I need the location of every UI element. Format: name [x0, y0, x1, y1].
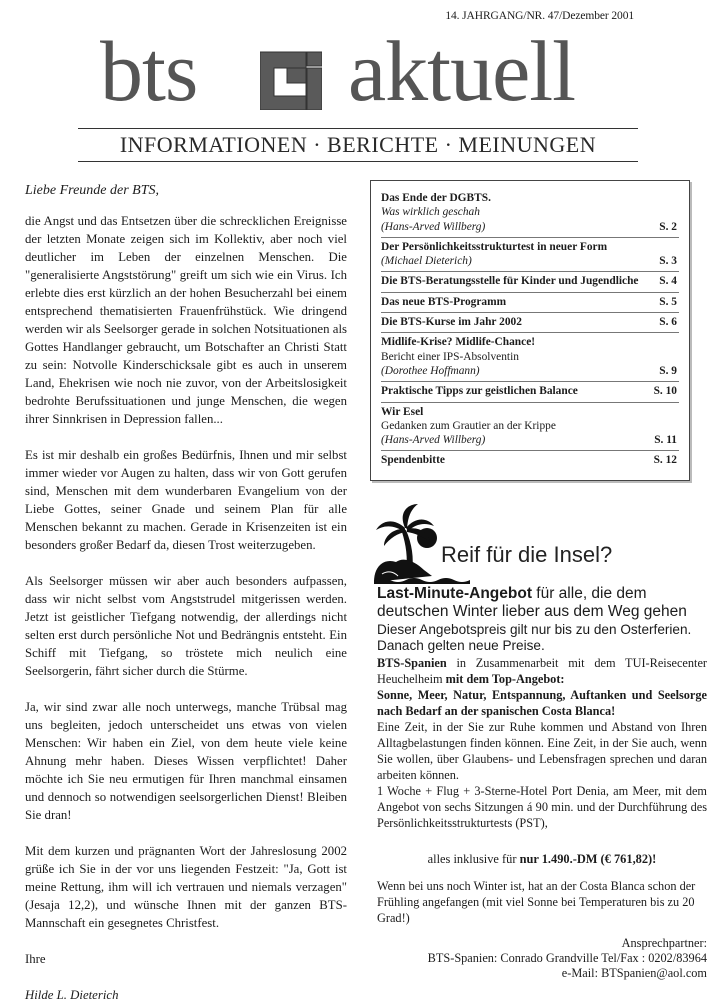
ad-partner-offer: mit dem Top-Angebot: — [445, 672, 565, 686]
nested-squares-logo-icon — [260, 48, 322, 110]
ad-spring: Wenn bei uns noch Winter ist, hat an der Costa Blanca schon der Frühling angefangen (mit viel Sonne bei Temperaturen bis zu 20 Grad!) — [377, 879, 696, 925]
contact-email[interactable]: e-Mail: BTSpanien@aol.com — [561, 966, 707, 980]
toc-title: Die BTS-Kurse im Jahr 2002 — [381, 316, 522, 329]
toc-item[interactable] — [381, 293, 679, 313]
toc-page: S. 12 — [653, 454, 677, 467]
toc-page: S. 11 — [654, 434, 677, 447]
ad-lead-bold: Last-Minute-Angebot — [377, 585, 532, 602]
tagline: INFORMATIONEN · BERICHTE · MEINUNGEN — [119, 132, 597, 157]
contact-label: Ansprechpartner: — [621, 936, 707, 950]
toc-subtitle: Was wirklich geschah — [381, 206, 480, 219]
toc-author: (Dorothee Hoffmann) — [381, 364, 480, 377]
letter-paragraph: Es ist mir deshalb ein großes Bedürfnis, Ihnen und mir selbst immer wieder vor Augen zu halten, dass wir von Gott gerufen sind, Menschen mit dem wunderbaren Evangelium von der Liebe Gottes, seiner Gnade und seinem Plan für alle Menschen bekannt zu machen. Gerade in Krisenzeiten ist ein besonders großer Bedarf da, diesen Trost weiterzugeben. — [25, 448, 347, 552]
toc-author: (Hans-Arved Willberg) — [381, 220, 486, 233]
ad-price-prefix: alles inklusive für — [427, 852, 520, 866]
toc-item[interactable] — [381, 272, 679, 292]
ad-body — [377, 655, 707, 831]
letter-closing: Ihre — [25, 952, 46, 966]
letter-paragraph: Mit dem kurzen und prägnanten Wort der Jahreslosung 2002 grüße ich Sie in der vor uns liegenden Festzeit: "Ja, Gott ist meine Rettung, ihm will ich vertrauen und niemals verzagen" (Jesaja 12,2), und wünsche Ihnen mit der ganzen BTS-Mannschaft ein gesegnetes Christfest. — [25, 844, 347, 930]
toc-title: Wir Esel — [381, 405, 424, 418]
ad-title: Reif für die Insel? — [441, 542, 613, 567]
table-of-contents — [370, 180, 690, 481]
letter-paragraph: Ja, wir sind zwar alle noch unterwegs, manche Trübsal mag uns begleiten, jedoch unterscheidet uns etwas von vielen Menschen: Wir haben ein Ziel, von dem heute viele keine Ahnung mehr haben. Dieses Wissen verpflichtet! Daher möchte ich Sie neu ermutigen für Ihren manchmal einsamen und dennoch so notwendigen seelsorgerlichen Dienst! Bleiben Sie dran! — [25, 700, 347, 822]
letter-greeting: Liebe Freunde der BTS, — [25, 183, 160, 198]
editorial-letter — [25, 182, 347, 1004]
brand-bts: bts — [100, 23, 198, 119]
issue-line: 14. JAHRGANG/NR. 47/Dezember 2001 — [445, 10, 634, 22]
ad-highlight — [377, 687, 707, 719]
toc-title: Spendenbitte — [381, 454, 445, 467]
toc-page: S. 6 — [659, 316, 677, 329]
masthead — [100, 23, 660, 126]
toc-subtitle: Bericht einer IPS-Absolventin — [381, 350, 519, 363]
letter-signature: Hilde L. Dieterich — [25, 988, 119, 1002]
brand-aktuell: aktuell — [348, 23, 576, 119]
toc-title: Midlife-Krise? Midlife-Chance! — [381, 336, 536, 349]
toc-author: (Michael Dieterich) — [381, 255, 472, 268]
header-rule-top — [78, 128, 638, 129]
toc-item[interactable] — [381, 189, 679, 238]
ad-price — [377, 852, 707, 867]
ad-note: Dieser Angebotspreis gilt nur bis zu den Osterferien. Danach gelten neue Preise. — [377, 622, 692, 653]
ad-partner-text: in Zusammenarbeit mit dem TUI-Reisecenter Heuchelheim — [377, 656, 707, 686]
header-rule-bottom — [78, 161, 638, 162]
ad-partner — [377, 655, 707, 687]
toc-item[interactable] — [381, 403, 679, 452]
toc-item[interactable] — [381, 382, 679, 402]
toc-item[interactable] — [381, 333, 679, 382]
ad-lead-rest: für alle, die dem deutschen Winter lieber aus dem Weg gehen — [377, 585, 687, 620]
toc-title: Praktische Tipps zur geistlichen Balance — [381, 385, 578, 398]
ad-lead — [377, 585, 707, 621]
toc-page: S. 4 — [659, 275, 677, 288]
ad-partner-bold: BTS-Spanien — [377, 656, 447, 670]
toc-item[interactable] — [381, 313, 679, 333]
ad-price-value: nur 1.490.-DM (€ 761,82)! — [519, 852, 657, 866]
toc-author: (Hans-Arved Willberg) — [381, 434, 486, 447]
letter-paragraph: Als Seelsorger müssen wir aber auch besonders aufpassen, dass wir nicht selbst vom Angststrudel mitgerissen werden. Jetzt ist geistlicher Tiefgang notwendig, der allerdings nicht selten erst durch persönliche Not und Bedrängnis entsteht. Ein Schiff mit Tiefgang, so tröstete mich neulich eine Seelsorgerin, fährt sicher durch die Stürme. — [25, 574, 347, 678]
contact-line: BTS-Spanien: Conrado Grandville Tel/Fax : 0202/83964 — [427, 951, 707, 965]
toc-title: Die BTS-Beratungsstelle für Kinder und Jugendliche — [381, 275, 639, 288]
toc-subtitle: Gedanken zum Grautier an der Krippe — [381, 419, 556, 432]
toc-title: Das neue BTS-Programm — [381, 295, 507, 308]
ad-description: Eine Zeit, in der Sie zur Ruhe kommen und Abstand von Ihren Alltagbelastungen finden können. Eine Zeit, in der Sie auch, wenn Sie wollen, über Glaubens- und Lebensfragen sprechen und daran arbeiten können. — [377, 720, 707, 782]
ad-highlight-text: Sonne, Meer, Natur, Entspannung, Auftanken und Seelsorge nach Bedarf an der spanischen Costa Blanca! — [377, 688, 707, 718]
toc-page: S. 2 — [659, 220, 677, 233]
toc-title: Der Persönlichkeitsstrukturtest in neuer Form — [381, 240, 608, 253]
toc-page: S. 3 — [659, 255, 677, 268]
toc-title: Das Ende der DGBTS. — [381, 192, 491, 204]
ad-contact — [377, 936, 707, 981]
toc-page: S. 5 — [659, 295, 677, 308]
ad-package: 1 Woche + Flug + 3-Sterne-Hotel Port Denia, am Meer, mit dem Angebot von sechs Sitzungen á 90 min. und der Durchführung des Persönlichkeitsstrukturtests (PST), — [377, 784, 707, 830]
toc-item[interactable] — [381, 451, 679, 470]
toc-page: S. 9 — [659, 364, 677, 377]
toc-page: S. 10 — [653, 385, 677, 398]
letter-paragraph: die Angst und das Entsetzen über die schrecklichen Ereignisse der letzten Monate zeigen sich im Kollektiv, aber noch viel deutlicher im Leben der einzelnen Menschen. Die "generalisierte Angststörung" greift um sich wie ein Virus. Ich erlebte dies erst kürzlich an der hohen Besucherzahl bei einem entsprechend thematisierten Frauenfrühstück. Wie dringend werden wir als Seelsorger gerade in solchen Notsituationen als Gottes Handlanger gebraucht, um Botschafter an Christi Statt zu sein: Notvolle Kinderschicksale gibt es auch in unserem Land, Ehekrisen wie noch nie zuvor, von der Arbeitslosigkeit bedrohte Berufssituationen und junge Menschen, die wegen ihrer Sinnkrisen in Depression fallen... — [25, 214, 347, 426]
toc-item[interactable] — [381, 238, 679, 273]
